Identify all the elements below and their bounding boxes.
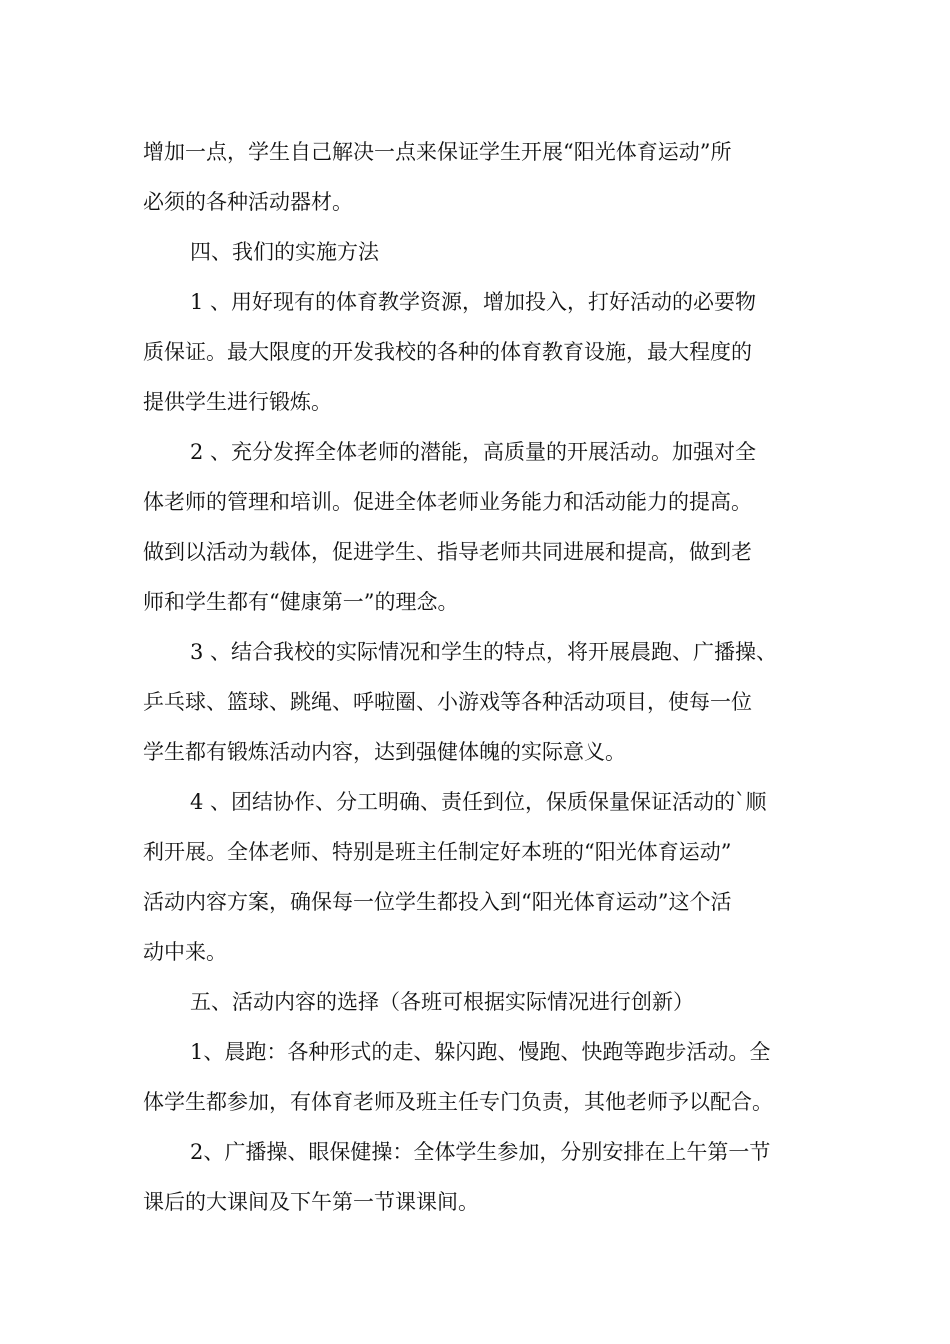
text-line: 体学生都参加，有体育老师及班主任专门负责，其他老师予以配合。 (143, 1090, 773, 1114)
text-line: 提供学生进行锻炼。 (143, 390, 332, 414)
text-line: 必须的各种活动器材。 (143, 190, 353, 214)
text-line: 3 、结合我校的实际情况和学生的特点，将开展晨跑、广播操、 (190, 640, 778, 664)
text-line: 利开展。全体老师、特别是班主任制定好本班的“阳光体育运动” (143, 840, 732, 864)
text-line: 4 、团结协作、分工明确、责任到位，保质保量保证活动的`顺 (190, 790, 767, 814)
text-line: 1、晨跑：各种形式的走、躲闪跑、慢跑、快跑等跑步活动。全 (190, 1040, 771, 1064)
text-line: 体老师的管理和培训。促进全体老师业务能力和活动能力的提高。 (143, 490, 752, 514)
text-line: 做到以活动为载体，促进学生、指导老师共同进展和提高，做到老 (143, 540, 752, 564)
section-heading: 五、活动内容的选择（各班可根据实际情况进行创新） (190, 990, 694, 1014)
section-heading: 四、我们的实施方法 (190, 240, 379, 264)
text-line: 师和学生都有“健康第一”的理念。 (143, 590, 459, 614)
text-line: 动中来。 (143, 940, 227, 964)
text-line: 乒乓球、篮球、跳绳、呼啦圈、小游戏等各种活动项目，使每一位 (143, 690, 752, 714)
text-line: 2 、充分发挥全体老师的潜能，高质量的开展活动。加强对全 (190, 440, 757, 464)
text-line: 1 、用好现有的体育教学资源，增加投入，打好活动的必要物 (190, 290, 757, 314)
text-line: 学生都有锻炼活动内容，达到强健体魄的实际意义。 (143, 740, 626, 764)
text-line: 2、广播操、眼保健操：全体学生参加，分别安排在上午第一节 (190, 1140, 771, 1164)
text-line: 活动内容方案，确保每一位学生都投入到“阳光体育运动”这个活 (143, 890, 732, 914)
text-line: 课后的大课间及下午第一节课课间。 (143, 1190, 479, 1214)
text-line: 质保证。最大限度的开发我校的各种的体育教育设施，最大程度的 (143, 340, 752, 364)
text-line: 增加一点，学生自己解决一点来保证学生开展“阳光体育运动”所 (143, 140, 732, 164)
